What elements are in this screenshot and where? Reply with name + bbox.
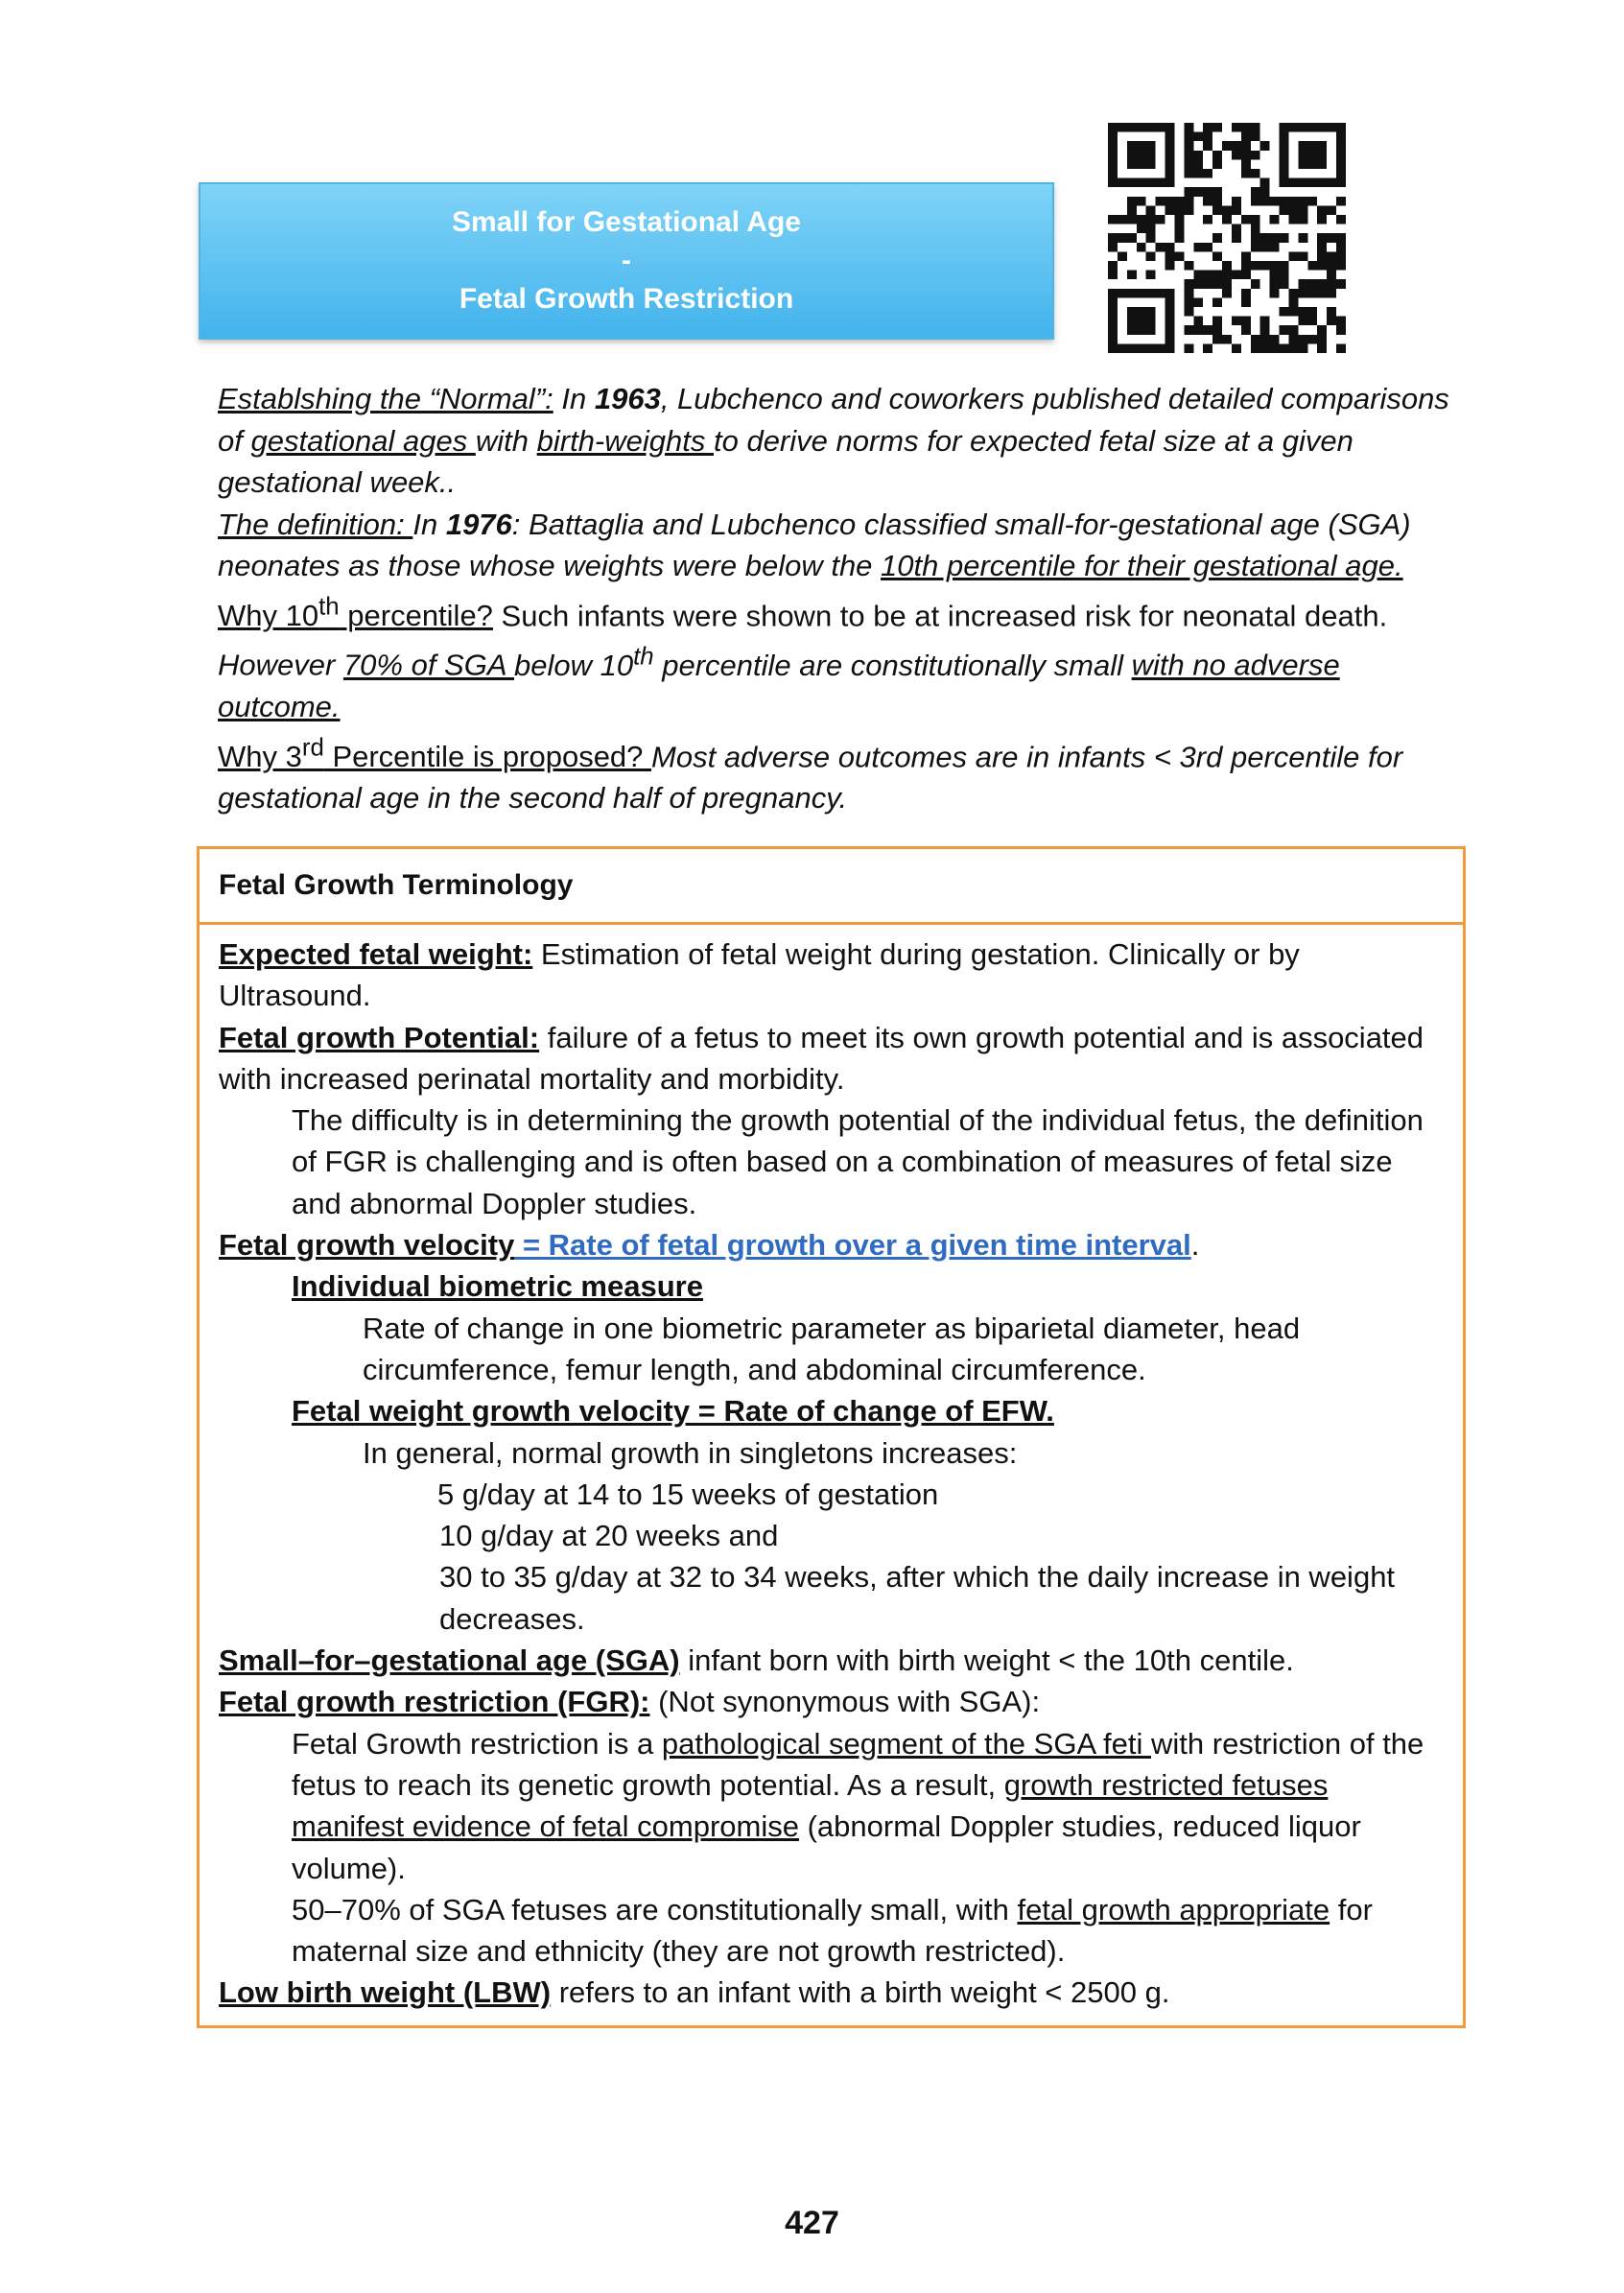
intro-section (218, 378, 1455, 819)
def-low-birth-weight: Low birth weight (LBW) refers to an infant with a birth weight < 2500 g. (219, 1975, 1170, 2010)
weight-velocity-intro: In general, normal growth in singletons increases: (363, 1435, 1018, 1470)
intro-10th-percentile-paragraph: Why 10th percentile? Such infants were shown to be at increased risk for neonatal death. However 70% of SGA below 10th percentile are constitutionally small with no adverse outcome. (218, 593, 1388, 724)
chapter-title-banner (199, 182, 1054, 340)
def-sga: Small–for–gestational age (SGA) infant born with birth weight < the 10th centile. (219, 1643, 1294, 1678)
page-number: 427 (785, 2205, 839, 2241)
terminology-body (219, 934, 1434, 2014)
individual-biometric-text: Rate of change in one biometric parameter as biparietal diameter, head circumference, femur length, and abdominal circumference. (363, 1311, 1301, 1386)
sga-constitutional-note: 50–70% of SGA fetuses are constitutionally small, with fetal growth appropriate for maternal size and ethnicity (they are not growth restricted). (292, 1892, 1373, 1969)
title-dash: - (622, 245, 631, 276)
def-fetal-growth-potential: Fetal growth Potential: failure of a fetus to meet its own growth potential and is associated with increased perinatal mortality and morbidity. (219, 1020, 1424, 1096)
qr-code-icon[interactable] (1108, 123, 1346, 353)
title-line-2: Fetal Growth Restriction (459, 283, 794, 315)
def-fetal-growth-velocity: Fetal growth velocity = Rate of fetal growth over a given time interval. (219, 1228, 1200, 1263)
intro-normal-paragraph: Establshing the “Normal”: In 1963, Lubchenco and coworkers published detailed comparisons of gestational ages with birth-weights to derive norms for expected fetal size at a given gestational week.. (218, 382, 1449, 499)
growth-rate-item: 30 to 35 g/day at 32 to 34 weeks, after which the daily increase in weight decreases. (439, 1560, 1396, 1636)
title-line-1: Small for Gestational Age (452, 206, 801, 238)
fgr-explanation: Fetal Growth restriction is a pathological segment of the SGA feti with restriction of the fetus to reach its genetic growth potential. As a result, growth restricted fetuses manifest evidence of fetal compromise (abnormal Doppler studies, reduced liquor volume). (292, 1726, 1424, 1885)
intro-3rd-percentile-paragraph: Why 3rd Percentile is proposed? Most adverse outcomes are in infants < 3rd percentile for gestational age in the second half of pregnancy. (218, 734, 1403, 816)
intro-definition-paragraph: The definition: In 1976: Battaglia and Lubchenco classified small-for-gestational age (SGA) neonates as those whose weights were below the 10th percentile for their gestational age. (218, 507, 1411, 582)
def-expected-fetal-weight: Expected fetal weight: Estimation of fetal weight during gestation. Clinically or by Ultrasound. (219, 937, 1300, 1013)
individual-biometric-heading: Individual biometric measure (292, 1269, 703, 1304)
growth-rate-item: 5 g/day at 14 to 15 weeks of gestation (437, 1477, 939, 1511)
growth-rate-item: 10 g/day at 20 weeks and (439, 1519, 779, 1553)
def-fgr: Fetal growth restriction (FGR): (Not synonymous with SGA): (219, 1685, 1041, 1719)
growth-potential-note: The difficulty is in determining the growth potential of the individual fetus, the definition of FGR is challenging and is often based on a combination of measures of fetal size and abnormal Doppler studies. (292, 1103, 1424, 1220)
weight-velocity-heading: Fetal weight growth velocity = Rate of change of EFW. (292, 1394, 1054, 1429)
terminology-heading: Fetal Growth Terminology (200, 849, 1463, 925)
terminology-panel (197, 846, 1466, 2028)
